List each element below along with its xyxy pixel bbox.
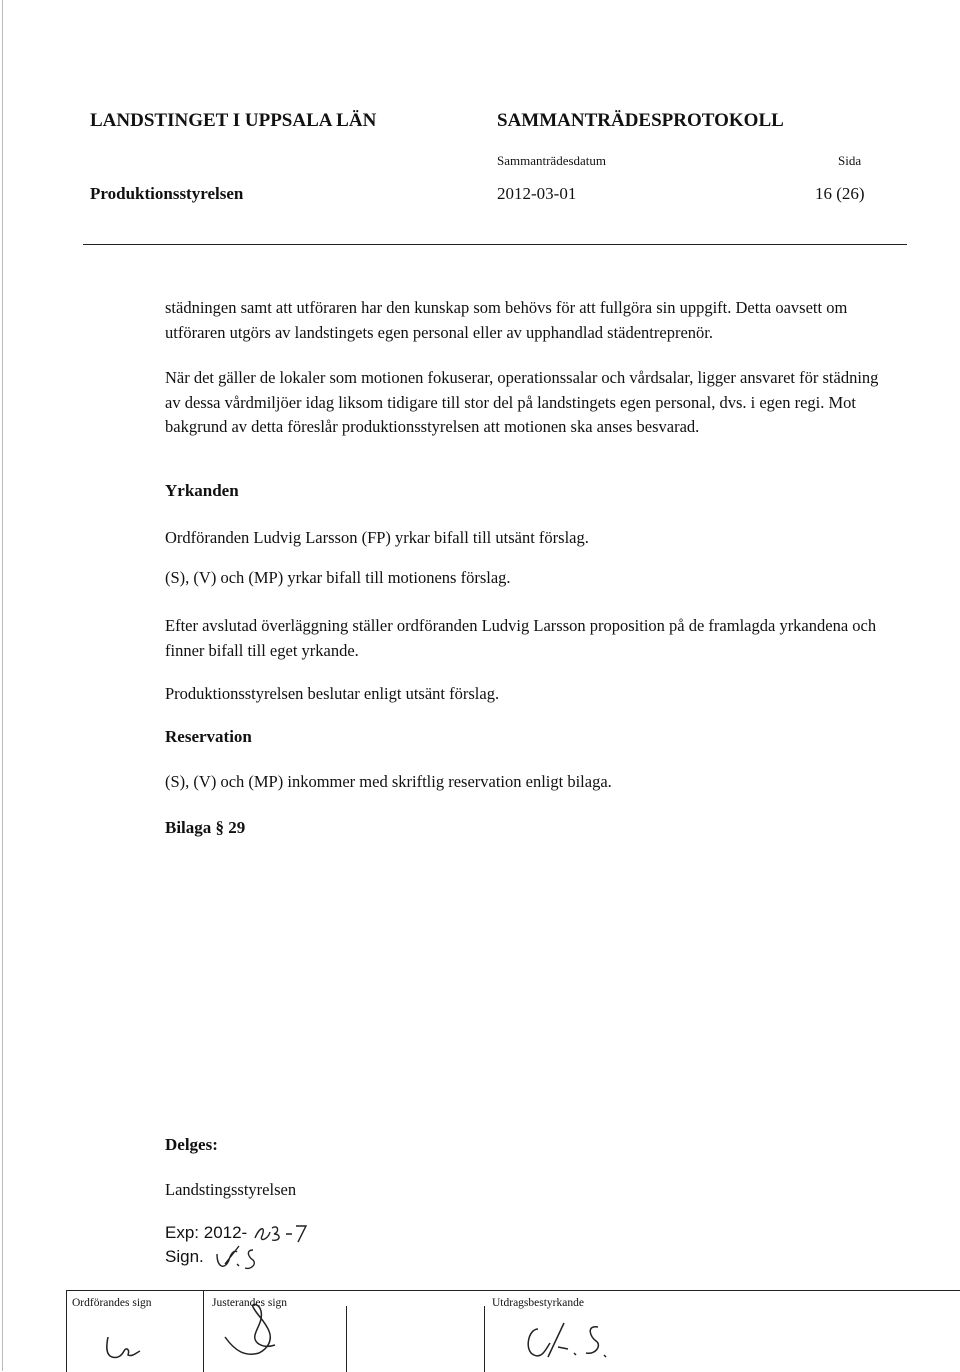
paragraph-deliberation: Efter avslutad överläggning ställer ordföranden Ludvig Larsson proposition på de framlagda yrkandena och finner bifall till eget yrkande. (165, 616, 877, 660)
exp-label: Exp: 2012- (165, 1223, 248, 1242)
adjuster-sign-cell (203, 1291, 346, 1372)
adjuster-signature (221, 1301, 301, 1363)
board-name: Produktionsstyrelsen (90, 184, 244, 203)
distribution-recipient: Landstingsstyrelsen (165, 1180, 297, 1199)
date-label: Sammanträdesdatum (497, 153, 607, 168)
sign-label: Sign. (165, 1247, 204, 1266)
chair-sign-cell (66, 1291, 203, 1372)
chair-sign-label: Ordförandes sign (72, 1297, 152, 1309)
meeting-date: 2012-03-01 (497, 184, 577, 203)
scan-edge (2, 0, 3, 1371)
paragraph-intro: städningen samt att utföraren har den kunskap som behövs för att fullgöra sin uppgift. Detta oavsett om utföraren utgörs av landstingets egen personal eller av upphandlad städentreprenör. (165, 298, 848, 342)
distribution-heading: Delges: (165, 1135, 218, 1154)
yrkande-chair: Ordföranden Ludvig Larsson (FP) yrkar bifall till utsänt förslag. (165, 528, 589, 547)
reservation-text: (S), (V) och (MP) inkommer med skriftlig reservation enligt bilaga. (165, 772, 612, 791)
table-divider-2 (346, 1306, 347, 1372)
paragraph-premises: När det gäller de lokaler som motionen fokuserar, operationssalar och vårdsalar, ligger ansvaret för städning av dessa vårdmiljöer idag liksom tidigare till stor del på landstingets egen personal, dvs. i egen regi. Mot bakgrund av detta föreslår produktionsstyrelsen att motionen ska anses besvarad. (165, 368, 879, 436)
extract-initials (524, 1317, 634, 1367)
decision: Produktionsstyrelsen beslutar enligt utsänt förslag. (165, 684, 500, 703)
header-rule (83, 244, 907, 245)
signature-table (66, 1290, 960, 1372)
attachment-reference: Bilaga § 29 (165, 818, 246, 837)
sign-handwritten-initials (215, 1242, 275, 1274)
yrkande-opposition: (S), (V) och (MP) yrkar bifall till motionens förslag. (165, 568, 511, 587)
organization-name: LANDSTINGET I UPPSALA LÄN (90, 110, 377, 131)
page-number: 16 (26) (815, 184, 865, 203)
extract-cell (484, 1291, 960, 1372)
adjuster-sign-label: Justerandes sign (212, 1297, 288, 1309)
page-label: Sida (838, 153, 862, 168)
extract-label: Utdragsbestyrkande (492, 1297, 584, 1309)
heading-yrkanden: Yrkanden (165, 481, 239, 500)
chair-initials (104, 1333, 154, 1363)
heading-reservation: Reservation (165, 727, 252, 746)
document-type: SAMMANTRÄDESPROTOKOLL (497, 110, 784, 131)
